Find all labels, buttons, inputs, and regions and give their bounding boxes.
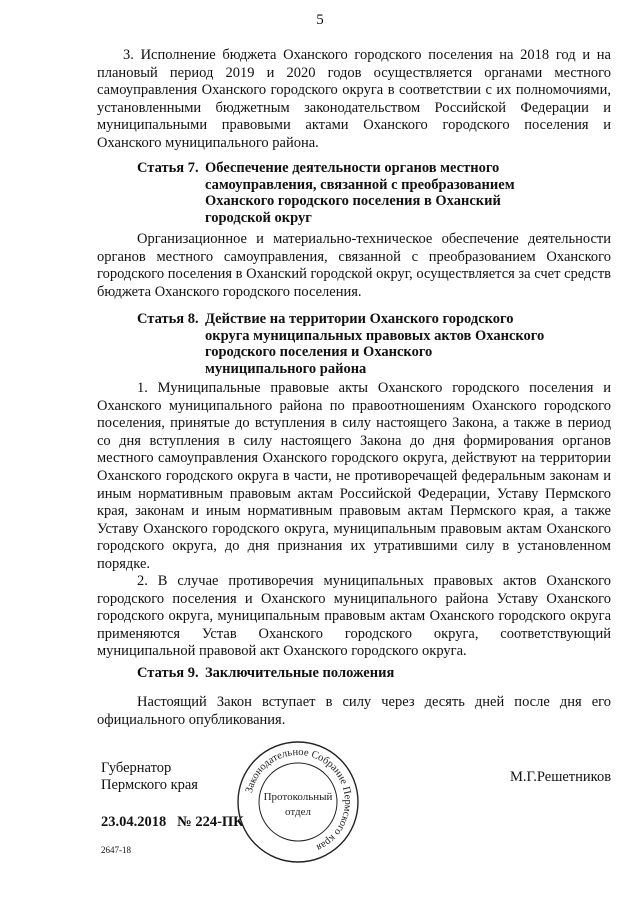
article-7-title: Обеспечение деятельности органов местного самоуправления, связанной с преобразованием Оханского городского поселения в Оханский городской округ: [205, 160, 515, 226]
article-8-paragraph-1: 1. Муниципальные правовые акты Оханского городского поселения и Оханского муниципального района по правоотношениям Оханского городского поселения, принятые до вступления в силу настоящего Закона, а также в период со дня вступления в силу настоящего Закона до дня формирования органов местного самоуправления Оханского городского округа, действуют на территории Оханского городского округа в части, не противоречащей федеральным законам и иным нормативным правовым актам Российской Федерации, Уставу Пермского края, законам и иным нормативным правовым актам Пермского края, а также Уставу Оханского городского округа, муниципальным правовым актам Оханского городского округа, до дня признания их утратившими силу в установленном порядке.: [97, 380, 611, 572]
article-9-title: Заключительные положения: [205, 665, 395, 681]
paragraph-budget-execution: 3. Исполнение бюджета Оханского городского поселения на 2018 год и на плановый период 2019 и 2020 годов осуществляется органами местного самоуправления Оханского городского округа в соответствии с их полномочиями, установленными бюджетным законодательством Российской Федерации и муниципальными правовыми актами Оханского городского поселения и Оханского муниципального района.: [97, 47, 611, 151]
stamp-center-line-1: Протокольный: [263, 791, 333, 803]
stamp-center-line-2: отдел: [285, 806, 311, 818]
article-9-label: Статья 9.: [137, 665, 199, 681]
article-7-label: Статья 7.: [137, 160, 199, 176]
article-8-paragraph-2: 2. В случае противоречия муниципальных правовых актов Оханского городского поселения и Оханского муниципального района Уставу Оханского городского округа, муниципальным правовым актам Оханского городского округа применяются Устав Оханского городского округа, соответствующий муниципальной правовой акт Оханского городского округа.: [97, 573, 611, 660]
document-code: 2647-18: [101, 845, 131, 855]
page-number: 5: [316, 12, 324, 28]
law-date-number: 23.04.2018 № 224-ПК: [101, 814, 244, 830]
stamp-ring-text: Законодательное Собрание Пермского края: [243, 746, 354, 853]
article-7-text: Организационное и материально-техническое обеспечение деятельности органов местного самоуправления, связанной с преобразованием Оханского городского поселения в Оханский городской округ, осуществляется за счет средств бюджета Оханского городского поселения.: [97, 231, 611, 300]
governor-position: [101, 760, 198, 794]
official-stamp: [236, 740, 360, 864]
article-9-text: Настоящий Закон вступает в силу через десять дней после дня его официального опубликования.: [97, 694, 611, 728]
article-8-label: Статья 8.: [137, 311, 199, 327]
position-line-1: Губернатор: [101, 760, 172, 776]
governor-name: М.Г.Решетников: [510, 769, 612, 785]
article-8-title: Действие на территории Оханского городского округа муниципальных правовых актов Оханского городского поселения и Оханского муниципального района: [205, 311, 545, 377]
position-line-2: Пермского края: [101, 777, 198, 793]
